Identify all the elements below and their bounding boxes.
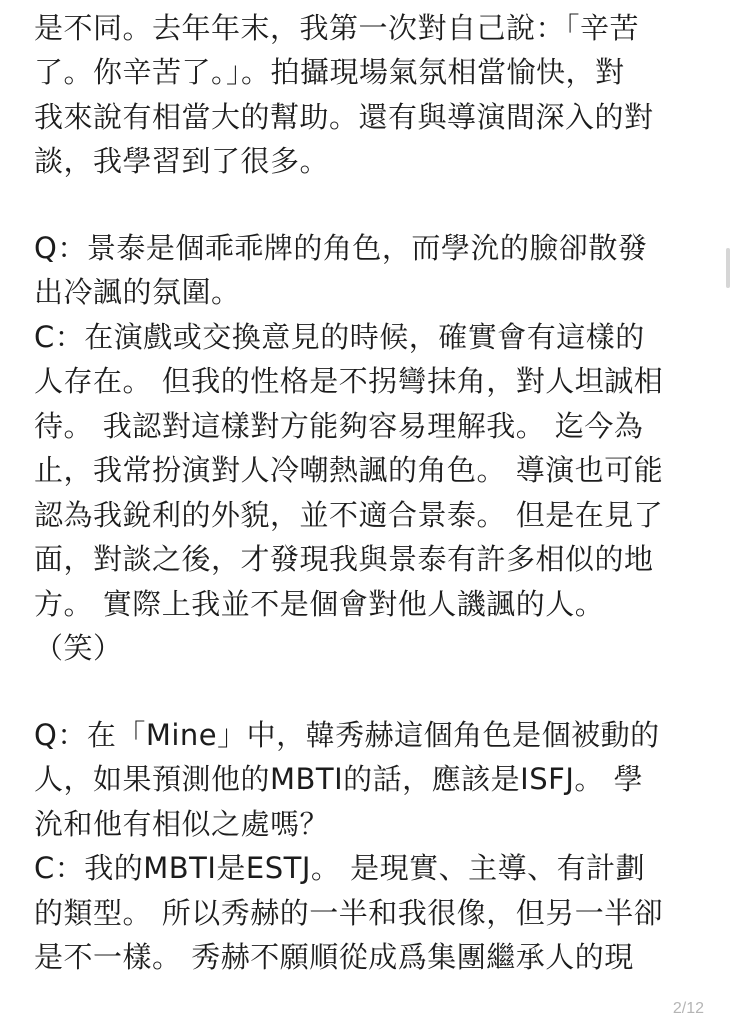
text-line: 我來說有相當大的幫助。還有與導演間深入的對 (34, 100, 654, 134)
answer-line: 面，對談之後，才發現我與景泰有許多相似的地 (34, 542, 654, 576)
answer-line: 止，我常扮演對人冷嘲熱諷的角色。 導演也可能 (34, 453, 664, 487)
question-line: 出冷諷的氛圍。 (34, 275, 241, 309)
text-line: 是不同。去年年末，我第一次對自己說：「辛苦 (34, 11, 640, 45)
text-line: 談，我學習到了很多。 (34, 144, 330, 178)
answer-line: 的類型。 所以秀赫的一半和我很像，但另一半卻 (34, 896, 664, 930)
scrollbar-thumb[interactable] (726, 248, 730, 288)
text-line: 了。你辛苦了。」。拍攝現場氣氛相當愉快，對 (34, 55, 625, 89)
answer-line: 是不一樣。 秀赫不願順從成爲集團繼承人的現 (34, 940, 634, 974)
page-indicator: 2/12 (672, 1000, 704, 1017)
answer-line: （笑） (34, 631, 123, 665)
answer-line: 人存在。 但我的性格是不拐彎抹角，對人坦誠相 (34, 364, 664, 398)
answer-line: 待。 我認對這樣對方能夠容易理解我。 迄今為 (34, 409, 644, 443)
question-line: 沇和他有相似之處嗎？ (34, 807, 330, 841)
answer-line: C：在演戲或交換意見的時候，確實會有這樣的 (34, 320, 645, 354)
answer-line: 認為我銳利的外貌，並不適合景泰。 但是在見了 (34, 498, 664, 532)
question-line: Q：景泰是個乖乖牌的角色，而學沇的臉卻散發 (34, 231, 648, 265)
answer-line: 方。 實際上我並不是個會對他人譏諷的人。 (34, 587, 605, 621)
question-line: Q：在「Mine」中，韓秀赫這個角色是個被動的 (34, 718, 660, 752)
answer-line: C：我的MBTI是ESTJ。 是現實、主導、有計劃 (34, 851, 646, 885)
question-line: 人，如果預測他的MBTI的話，應該是ISFJ。 學 (34, 762, 644, 796)
